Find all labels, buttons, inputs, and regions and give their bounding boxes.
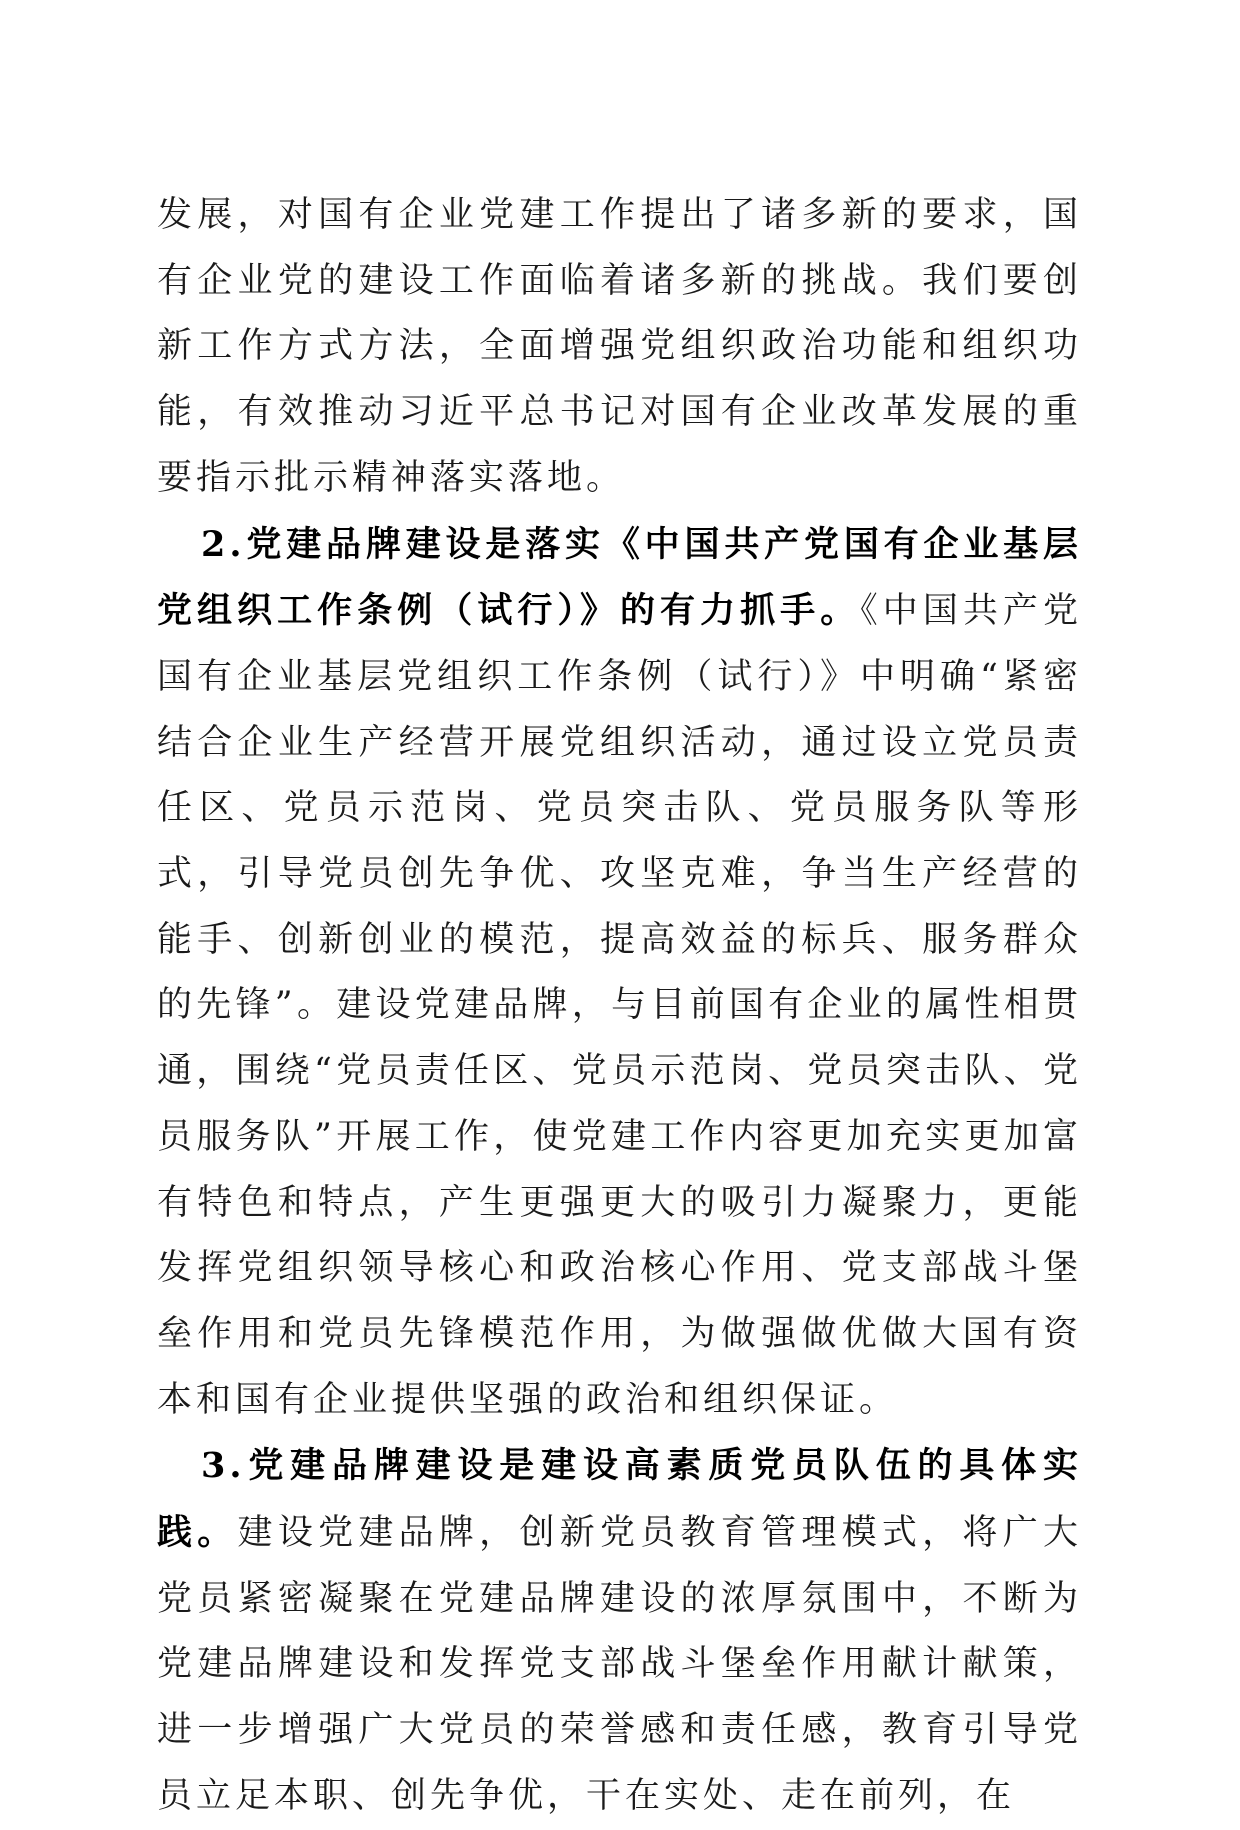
paragraph-heading: 3.党建品牌建设是建设高素质党员队伍的具体实践。	[157, 1445, 1082, 1554]
paragraph-text: 发展，对国有企业党建工作提出了诸多新的要求，国有企业党的建设工作面临着诸多新的挑战。我们要创新工作方式方法，全面增强党组织政治功能和组织功能，有效推动习近平总书记对国有企业改革发展的重要指示批示精神落实落地。	[157, 195, 1082, 498]
paragraph-continuation	[157, 183, 1082, 512]
paragraph-point-2	[157, 512, 1082, 1434]
paragraph-heading: 2.党建品牌建设是落实《中国共产党国有企业基层党组织工作条例（试行）》的有力抓手。	[157, 523, 1082, 632]
paragraph-point-3	[157, 1433, 1082, 1829]
paragraph-text: 《中国共产党国有企业基层党组织工作条例（试行）》中明确“紧密结合企业生产经营开展党组织活动，通过设立党员责任区、党员示范岗、党员突击队、党员服务队等形式，引导党员创先争优、攻坚克难，争当生产经营的能手、创新创业的模范，提高效益的标兵、服务群众的先锋”。建设党建品牌，与目前国有企业的属性相贯通，围绕“党员责任区、党员示范岗、党员突击队、党员服务队”开展工作，使党建工作内容更加充实更加富有特色和特点，产生更强更大的吸引力凝聚力，更能发挥党组织领导核心和政治核心作用、党支部战斗堡垒作用和党员先锋模范作用，为做强做优做大国有资本和国有企业提供坚强的政治和组织保证。	[157, 591, 1082, 1420]
paragraph-text: 建设党建品牌，创新党员教育管理模式，将广大党员紧密凝聚在党建品牌建设的浓厚氛围中，不断为党建品牌建设和发挥党支部战斗堡垒作用献计献策，进一步增强广大党员的荣誉感和责任感，教育引导党员立足本职、创先争优，干在实处、走在前列，在	[157, 1513, 1082, 1816]
body-text	[157, 183, 1082, 1830]
